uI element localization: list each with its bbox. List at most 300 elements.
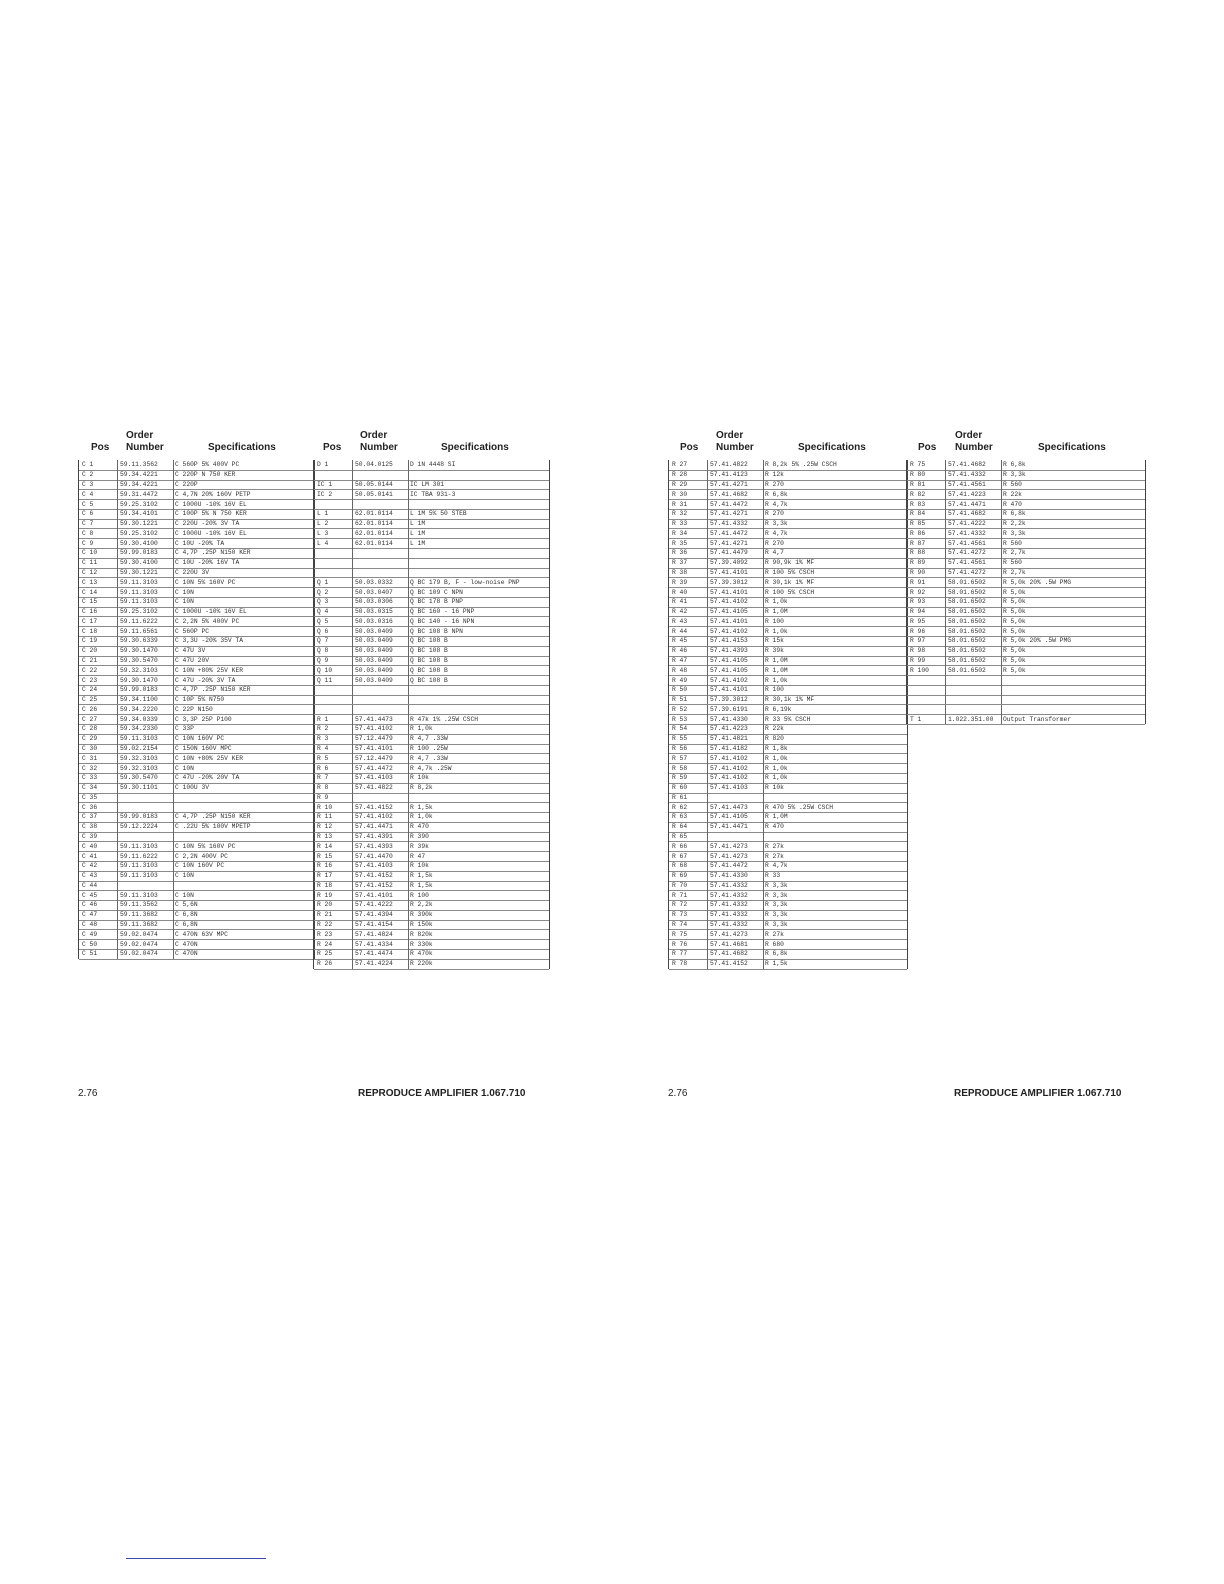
- cell-divider: [352, 685, 353, 695]
- cell-divider: [763, 871, 764, 881]
- cell-divider: [352, 724, 353, 734]
- cell-divider: [1001, 577, 1002, 587]
- cell-divider: [117, 861, 118, 871]
- cell-divider: [408, 753, 409, 763]
- order-number-cell: 57.41.4101: [710, 568, 748, 576]
- order-number-cell: 58.01.6502: [948, 617, 986, 625]
- cell-divider: [707, 929, 708, 939]
- cell-divider: [117, 480, 118, 490]
- cell-divider: [173, 646, 174, 656]
- specification-cell: R 1,5k: [765, 960, 788, 968]
- specification-cell: R 5,0k: [1003, 598, 1026, 606]
- order-number-cell: 57.41.4471: [710, 823, 748, 831]
- order-number-cell: 57.41.4101: [710, 686, 748, 694]
- pos-cell: R 4: [317, 745, 329, 752]
- order-number-cell: 59.32.3103: [120, 764, 158, 772]
- specification-cell: C 220U -20% 3V TA: [175, 520, 240, 528]
- cell-divider: [408, 616, 409, 626]
- cell-divider: [352, 470, 353, 480]
- pos-cell: C 35: [82, 793, 98, 801]
- cell-divider: [352, 793, 353, 803]
- specification-cell: R 5,0k: [1003, 647, 1026, 655]
- cell-divider: [408, 900, 409, 910]
- order-number-cell: 59.31.4472: [120, 490, 158, 498]
- specification-cell: R 3,3k: [1003, 471, 1026, 479]
- specification-cell: R 560: [1003, 539, 1022, 547]
- specification-cell: R 1,5k: [410, 872, 433, 880]
- cell-divider: [1001, 607, 1002, 617]
- specification-cell: C 560P PC: [175, 627, 210, 635]
- pos-cell: R 57: [672, 754, 688, 762]
- pos-cell: C 30: [82, 745, 98, 752]
- specification-cell: L 1M: [410, 520, 426, 528]
- cell-divider: [352, 587, 353, 597]
- cell-divider: [352, 489, 353, 499]
- cell-divider: [763, 489, 764, 499]
- cell-divider: [945, 616, 946, 626]
- order-number-cell: 57.41.4102: [710, 676, 748, 684]
- cell-divider: [352, 861, 353, 871]
- specification-cell: R 4,7 .33W: [410, 754, 448, 762]
- specification-cell: C 22P N150: [175, 705, 213, 713]
- order-number-cell: 59.30.6339: [120, 637, 158, 645]
- order-number-cell: 57.41.4152: [710, 960, 748, 968]
- cell-divider: [173, 881, 174, 891]
- specification-cell: R 39k: [765, 647, 784, 655]
- order-number-cell: 58.01.6502: [948, 608, 986, 616]
- pos-cell: R 35: [672, 539, 688, 547]
- pos-cell: R 76: [672, 940, 688, 948]
- cell-divider: [945, 548, 946, 558]
- order-number-cell: 59.30.1221: [120, 568, 158, 576]
- order-number-cell: 57.41.4682: [710, 490, 748, 498]
- specification-cell: C 6,8N: [175, 921, 198, 929]
- cell-divider: [352, 832, 353, 842]
- cell-divider: [352, 509, 353, 519]
- pos-cell: C 48: [82, 921, 98, 929]
- specification-cell: C 3,3P 25P P100: [175, 715, 232, 723]
- order-number-cell: 50.03.0409: [355, 676, 393, 684]
- pos-cell: R 28: [672, 471, 688, 479]
- cell-divider: [408, 929, 409, 939]
- specification-cell: R 100 5% CSCH: [765, 568, 815, 576]
- cell-divider: [117, 568, 118, 578]
- table-row: [669, 959, 907, 970]
- cell-divider: [763, 793, 764, 803]
- specification-cell: C 47U 3V: [175, 647, 206, 655]
- order-number-cell: 58.01.6502: [948, 588, 986, 596]
- cell-divider: [763, 832, 764, 842]
- specification-cell: C 5,6N: [175, 901, 198, 909]
- pos-cell: R 27: [672, 461, 688, 469]
- cell-divider: [352, 538, 353, 548]
- cell-divider: [408, 626, 409, 636]
- specification-cell: R 5,0k: [1003, 627, 1026, 635]
- cell-divider: [173, 763, 174, 773]
- cell-divider: [945, 460, 946, 470]
- cell-divider: [763, 616, 764, 626]
- cell-divider: [1001, 656, 1002, 666]
- cell-divider: [173, 714, 174, 724]
- table-row: [907, 714, 1145, 725]
- cell-divider: [707, 890, 708, 900]
- cell-divider: [1001, 665, 1002, 675]
- cell-divider: [117, 890, 118, 900]
- pos-cell: C 42: [82, 862, 98, 870]
- cell-divider: [408, 558, 409, 568]
- pos-cell: R 13: [317, 833, 333, 841]
- specification-cell: R 5,0k: [1003, 666, 1026, 674]
- cell-divider: [117, 665, 118, 675]
- cell-divider: [408, 714, 409, 724]
- cell-divider: [352, 763, 353, 773]
- cell-divider: [408, 499, 409, 509]
- specification-cell: R 10k: [410, 862, 429, 870]
- cell-divider: [352, 959, 353, 969]
- order-number-cell: 58.01.6502: [948, 627, 986, 635]
- specification-cell: R 4,7 .33W: [410, 735, 448, 743]
- cell-divider: [763, 636, 764, 646]
- order-number-cell: 57.41.4152: [355, 872, 393, 880]
- order-number-cell: 57.41.4152: [355, 803, 393, 811]
- pos-cell: R 92: [910, 588, 926, 596]
- cell-divider: [352, 597, 353, 607]
- cell-divider: [1001, 528, 1002, 538]
- specification-cell: C 100P 5% N 750 KER: [175, 510, 247, 518]
- specification-cell: R 100: [765, 686, 784, 694]
- cell-divider: [408, 851, 409, 861]
- order-number-cell: 57.41.4101: [355, 891, 393, 899]
- cell-divider: [117, 920, 118, 930]
- cell-divider: [117, 812, 118, 822]
- pos-cell: R 23: [317, 930, 333, 938]
- pos-cell: Q 9: [317, 656, 329, 664]
- cell-divider: [1001, 597, 1002, 607]
- order-number-cell: 62.01.0114: [355, 539, 393, 547]
- cell-divider: [707, 597, 708, 607]
- cell-divider: [408, 480, 409, 490]
- pos-cell: C 13: [82, 578, 98, 586]
- specification-cell: C 10N 5% 160V PC: [175, 578, 236, 586]
- table-row: [79, 949, 314, 960]
- order-number-cell: 57.41.4334: [355, 940, 393, 948]
- order-number-cell: 57.41.4561: [948, 480, 986, 488]
- cell-divider: [1001, 480, 1002, 490]
- pos-cell: R 72: [672, 901, 688, 909]
- pos-cell: C 14: [82, 588, 98, 596]
- order-header-line2: Number: [360, 442, 398, 453]
- pos-cell: Q 1: [317, 578, 329, 586]
- spec-header: Specifications: [798, 442, 866, 453]
- spec-header: Specifications: [441, 442, 509, 453]
- cell-divider: [763, 568, 764, 578]
- cell-divider: [173, 675, 174, 685]
- order-number-cell: 57.41.4332: [710, 921, 748, 929]
- specification-cell: C 10N +80% 25V KER: [175, 666, 244, 674]
- cell-divider: [408, 548, 409, 558]
- specification-cell: R 6,8k: [1003, 461, 1026, 469]
- cell-divider: [763, 959, 764, 969]
- specification-cell: R 1,0k: [765, 676, 788, 684]
- cell-divider: [117, 802, 118, 812]
- cell-divider: [1001, 616, 1002, 626]
- cell-divider: [173, 626, 174, 636]
- pos-cell: R 3: [317, 735, 329, 743]
- order-number-cell: 57.41.4271: [710, 539, 748, 547]
- order-number-cell: 50.03.0332: [355, 578, 393, 586]
- order-number-cell: 57.41.4332: [710, 901, 748, 909]
- specification-cell: R 390: [410, 833, 429, 841]
- pos-cell: R 49: [672, 676, 688, 684]
- cell-divider: [173, 499, 174, 509]
- specification-cell: C 10N: [175, 872, 194, 880]
- cell-divider: [352, 744, 353, 754]
- cell-divider: [117, 705, 118, 715]
- cell-divider: [707, 841, 708, 851]
- order-header-line2: Number: [126, 442, 164, 453]
- cell-divider: [173, 656, 174, 666]
- pos-cell: R 62: [672, 803, 688, 811]
- pos-cell: R 66: [672, 842, 688, 850]
- cell-divider: [117, 832, 118, 842]
- pos-cell: R 67: [672, 852, 688, 860]
- specification-cell: R 4,7k: [765, 500, 788, 508]
- cell-divider: [117, 528, 118, 538]
- specification-cell: R 27k: [765, 842, 784, 850]
- footer-title: REPRODUCE AMPLIFIER 1.067.710: [358, 1088, 526, 1099]
- order-number-cell: 59.30.5470: [120, 774, 158, 782]
- pos-cell: R 47: [672, 656, 688, 664]
- order-number-cell: 57.12.4479: [355, 754, 393, 762]
- specification-cell: R 6,19k: [765, 705, 792, 713]
- cell-divider: [945, 558, 946, 568]
- cell-divider: [408, 636, 409, 646]
- cell-divider: [352, 665, 353, 675]
- specification-cell: R 2,2k: [1003, 520, 1026, 528]
- pos-cell: R 31: [672, 500, 688, 508]
- cell-divider: [707, 626, 708, 636]
- pos-cell: C 50: [82, 940, 98, 948]
- cell-divider: [707, 851, 708, 861]
- specification-cell: C 47U 20V: [175, 656, 210, 664]
- cell-divider: [763, 900, 764, 910]
- cell-divider: [1001, 509, 1002, 519]
- specification-cell: C 220P: [175, 480, 198, 488]
- specification-cell: R 4,7k: [765, 862, 788, 870]
- order-number-cell: 50.03.0409: [355, 666, 393, 674]
- specification-cell: C 220U 3V: [175, 568, 210, 576]
- cell-divider: [408, 607, 409, 617]
- specification-cell: C 2,2N 5% 400V PC: [175, 617, 240, 625]
- pos-cell: C 24: [82, 686, 98, 694]
- pos-cell: C 45: [82, 891, 98, 899]
- order-number-cell: 57.41.4272: [948, 568, 986, 576]
- cell-divider: [117, 538, 118, 548]
- spec-header: Specifications: [208, 442, 276, 453]
- specification-cell: R 5,0k 20% .5W PMG: [1003, 578, 1072, 586]
- order-number-cell: 59.30.1221: [120, 520, 158, 528]
- pos-cell: R 61: [672, 793, 688, 801]
- cell-divider: [173, 607, 174, 617]
- cell-divider: [352, 714, 353, 724]
- cell-divider: [117, 577, 118, 587]
- cell-divider: [173, 509, 174, 519]
- cell-divider: [117, 822, 118, 832]
- cell-divider: [408, 568, 409, 578]
- cell-divider: [707, 753, 708, 763]
- pos-cell: Q 2: [317, 588, 329, 596]
- cell-divider: [763, 587, 764, 597]
- cell-divider: [707, 802, 708, 812]
- specification-cell: R 330k: [410, 940, 433, 948]
- order-number-cell: 57.41.4394: [355, 911, 393, 919]
- pos-cell: R 56: [672, 745, 688, 752]
- cell-divider: [707, 861, 708, 871]
- cell-divider: [707, 636, 708, 646]
- order-number-cell: 57.41.4102: [710, 627, 748, 635]
- order-number-cell: 59.11.3562: [120, 461, 158, 469]
- specification-cell: R 1,8k: [765, 745, 788, 752]
- specification-cell: C 6,8N: [175, 911, 198, 919]
- pos-cell: R 68: [672, 862, 688, 870]
- cell-divider: [117, 616, 118, 626]
- order-number-cell: 59.11.3103: [120, 588, 158, 596]
- order-number-cell: 59.02.0474: [120, 950, 158, 958]
- cell-divider: [763, 822, 764, 832]
- pos-cell: C 41: [82, 852, 98, 860]
- order-number-cell: 57.41.4273: [710, 842, 748, 850]
- cell-divider: [707, 675, 708, 685]
- cell-divider: [117, 460, 118, 470]
- specification-cell: R 4,7k .25W: [410, 764, 452, 772]
- cell-divider: [408, 841, 409, 851]
- pos-cell: C 4: [82, 490, 94, 498]
- pos-cell: C 7: [82, 520, 94, 528]
- pos-cell: R 19: [317, 891, 333, 899]
- cell-divider: [707, 763, 708, 773]
- cell-divider: [352, 822, 353, 832]
- cell-divider: [117, 646, 118, 656]
- specification-cell: L 1M: [410, 539, 426, 547]
- cell-divider: [352, 773, 353, 783]
- cell-divider: [173, 851, 174, 861]
- pos-cell: R 43: [672, 617, 688, 625]
- order-number-cell: 50.03.0315: [355, 608, 393, 616]
- order-number-cell: 57.41.4332: [948, 471, 986, 479]
- cell-divider: [408, 460, 409, 470]
- pos-cell: T 1: [910, 715, 922, 723]
- order-number-cell: 57.41.4332: [948, 529, 986, 537]
- cell-divider: [763, 881, 764, 891]
- order-number-cell: 57.41.4393: [710, 647, 748, 655]
- cell-divider: [408, 832, 409, 842]
- table-column-block: [78, 460, 315, 959]
- pos-cell: R 81: [910, 480, 926, 488]
- cell-divider: [1001, 646, 1002, 656]
- order-number-cell: 59.30.4100: [120, 559, 158, 567]
- specification-cell: R 30,1k 1% MF: [765, 696, 815, 704]
- specification-cell: Q BC 108 B NPN: [410, 627, 463, 635]
- order-number-cell: 50.03.0409: [355, 627, 393, 635]
- cell-divider: [1001, 685, 1002, 695]
- pos-cell: C 36: [82, 803, 98, 811]
- cell-divider: [408, 793, 409, 803]
- cell-divider: [173, 744, 174, 754]
- pos-cell: R 18: [317, 881, 333, 889]
- pos-cell: R 16: [317, 862, 333, 870]
- specification-cell: C 100U 3V: [175, 784, 210, 792]
- order-number-cell: 59.11.3682: [120, 911, 158, 919]
- cell-divider: [408, 773, 409, 783]
- pos-cell: C 31: [82, 754, 98, 762]
- specification-cell: R 5,0k: [1003, 617, 1026, 625]
- cell-divider: [707, 910, 708, 920]
- cell-divider: [408, 812, 409, 822]
- pos-cell: R 71: [672, 891, 688, 899]
- pos-cell: R 2: [317, 725, 329, 733]
- pos-cell: C 3: [82, 480, 94, 488]
- order-number-cell: 50.05.0141: [355, 490, 393, 498]
- cell-divider: [408, 890, 409, 900]
- cell-divider: [408, 861, 409, 871]
- specification-cell: C 10P 5% N750: [175, 696, 225, 704]
- order-number-cell: 50.03.0409: [355, 656, 393, 664]
- cell-divider: [707, 460, 708, 470]
- specification-cell: R 10k: [765, 784, 784, 792]
- specification-cell: R 470: [410, 823, 429, 831]
- specification-cell: R 1,0k: [410, 725, 433, 733]
- specification-cell: R 8,2k 5% .25W CSCH: [765, 461, 837, 469]
- order-number-cell: 58.01.6502: [948, 656, 986, 664]
- pos-cell: R 88: [910, 549, 926, 557]
- cell-divider: [945, 489, 946, 499]
- order-number-cell: 57.41.4105: [710, 656, 748, 664]
- cell-divider: [117, 773, 118, 783]
- specification-cell: R 680: [765, 940, 784, 948]
- order-number-cell: 57.41.4473: [710, 803, 748, 811]
- specification-cell: R 33 5% CSCH: [765, 715, 811, 723]
- cell-divider: [763, 812, 764, 822]
- order-number-cell: 57.41.4479: [710, 549, 748, 557]
- pos-cell: IC 2: [317, 490, 333, 498]
- cell-divider: [945, 714, 946, 724]
- order-number-cell: 57.41.4271: [710, 480, 748, 488]
- order-number-cell: 57.41.4332: [710, 520, 748, 528]
- specification-cell: C 150N 160V MPC: [175, 745, 232, 752]
- order-number-cell: 58.01.6502: [948, 666, 986, 674]
- cell-divider: [352, 881, 353, 891]
- specification-cell: C 470N 63V MPC: [175, 930, 228, 938]
- cell-divider: [408, 783, 409, 793]
- cell-divider: [763, 734, 764, 744]
- cell-divider: [352, 480, 353, 490]
- order-number-cell: 59.32.3103: [120, 754, 158, 762]
- cell-divider: [408, 763, 409, 773]
- pos-cell: R 24: [317, 940, 333, 948]
- cell-divider: [763, 949, 764, 959]
- order-number-cell: 57.41.4682: [948, 461, 986, 469]
- cell-divider: [173, 724, 174, 734]
- pos-header: Pos: [323, 442, 342, 453]
- pos-cell: R 97: [910, 637, 926, 645]
- cell-divider: [173, 597, 174, 607]
- cell-divider: [117, 900, 118, 910]
- cell-divider: [408, 959, 409, 969]
- specification-cell: R 560: [1003, 480, 1022, 488]
- cell-divider: [1001, 499, 1002, 509]
- cell-divider: [945, 656, 946, 666]
- pos-cell: R 51: [672, 696, 688, 704]
